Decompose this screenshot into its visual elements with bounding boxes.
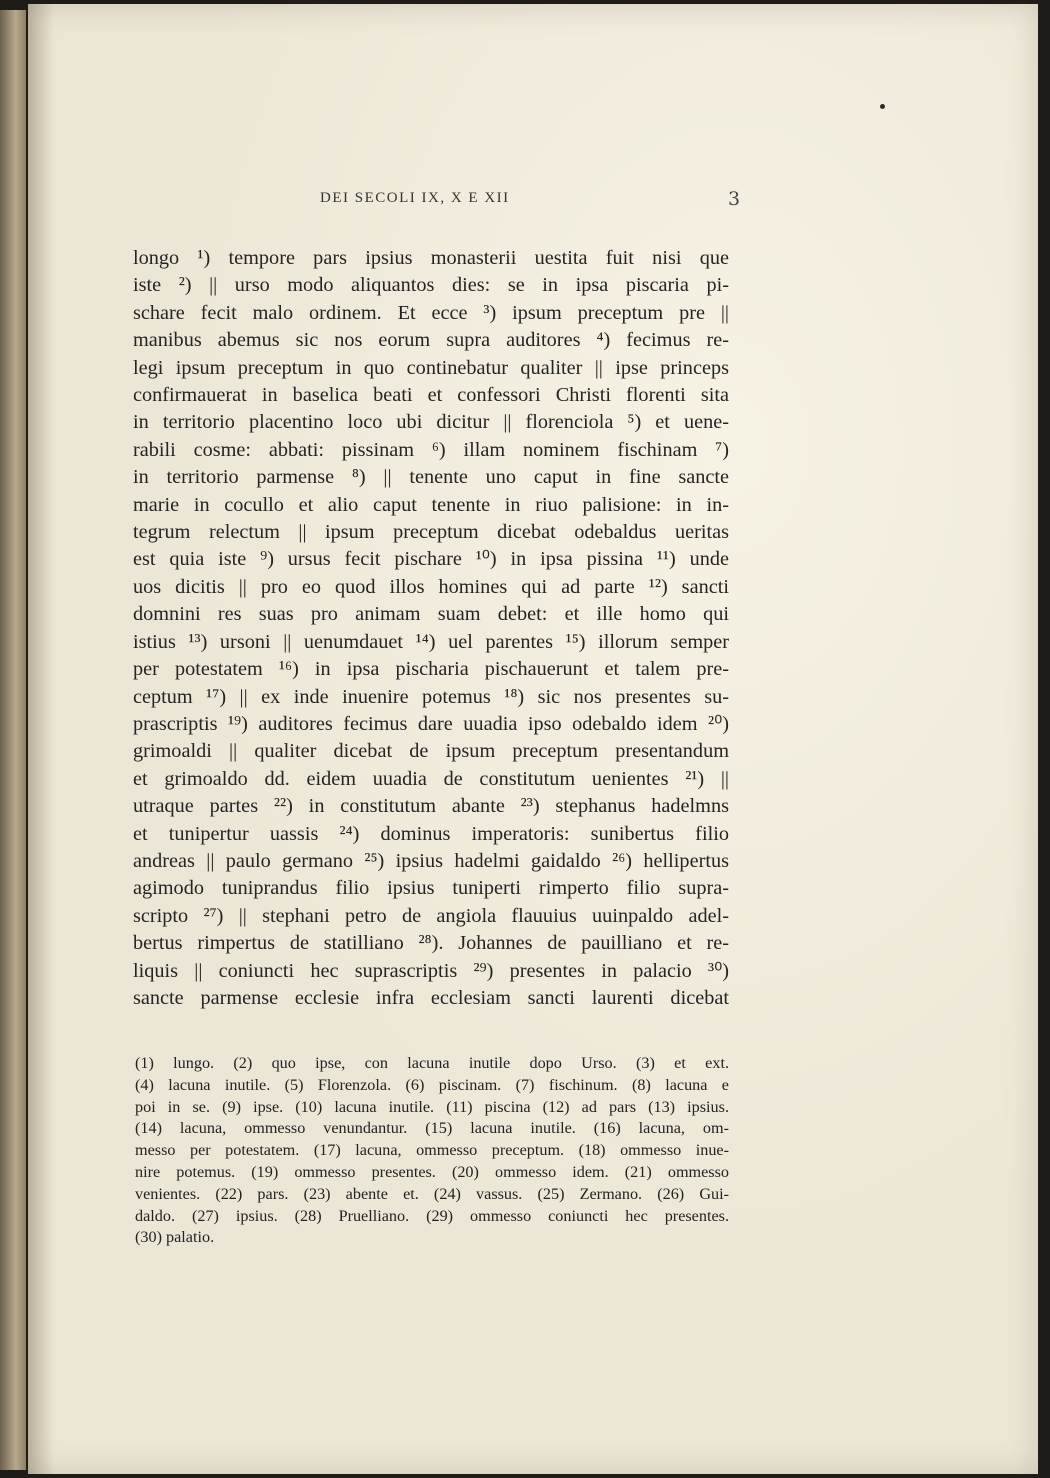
- text-line: ceptum ¹⁷) || ex inde inuenire potemus ¹⁸) sic nos presentes su-: [133, 685, 729, 708]
- text-line: uos dicitis || pro eo quod illos homines qui ad parte ¹²) sancti: [133, 575, 729, 598]
- main-text: [133, 245, 729, 1012]
- text-line: per potestatem ¹⁶) in ipsa pischaria pischauerunt et talem pre-: [133, 658, 729, 681]
- speck: [880, 104, 885, 109]
- text-line: marie in cocullo et alio caput tenente in riuo palisione: in in-: [133, 493, 729, 516]
- text-line: prascriptis ¹⁹) auditores fecimus dare uuadia ipso odebaldo idem ²⁰): [133, 712, 729, 735]
- footnote-line: (4) lacuna inutile. (5) Florenzola. (6) piscinam. (7) fischinum. (8) lacuna e: [135, 1075, 729, 1094]
- page-number: 3: [728, 188, 741, 210]
- footnote-line: (1) lungo. (2) quo ipse, con lacuna inutile dopo Urso. (3) et ext.: [135, 1054, 729, 1072]
- text-line: est quia iste ⁹) ursus fecit pischare ¹⁰) in ipsa pissina ¹¹) unde: [133, 548, 729, 571]
- text-line: istius ¹³) ursoni || uenumdauet ¹⁴) uel parentes ¹⁵) illorum semper: [133, 630, 729, 653]
- text-line: sancte parmense ecclesie infra ecclesiam sancti laurenti dicebat: [133, 986, 729, 1009]
- previous-page-edge: [0, 10, 26, 1470]
- text-line: schare fecit malo ordinem. Et ecce ³) ipsum preceptum pre ||: [133, 301, 729, 324]
- text-line: et tunipertur uassis ²⁴) dominus imperatoris: sunibertus filio: [133, 822, 729, 845]
- text-line: liquis || coniuncti hec suprascriptis ²⁹) presentes in palacio ³⁰): [133, 959, 729, 982]
- text-line: confirmauerat in baselica beati et confessori Christi florenti sita: [133, 384, 729, 407]
- running-header: DEI SECOLI IX, X E XII: [320, 190, 510, 206]
- footnote-line: messo per potestatem. (17) lacuna, ommesso preceptum. (18) ommesso inue-: [135, 1141, 729, 1160]
- text-line: domnini res suas pro animam suam debet: et ille homo qui: [133, 603, 729, 626]
- footnote-line: daldo. (27) ipsius. (28) Pruelliano. (29) ommesso coniuncti hec presentes.: [135, 1206, 729, 1225]
- text-line: in territorio parmense ⁸) || tenente uno caput in fine sancte: [133, 466, 729, 489]
- footnote-line: (30) palatio.: [135, 1228, 215, 1247]
- footnote-line: (14) lacuna, ommesso venundantur. (15) lacuna inutile. (16) lacuna, om-: [135, 1119, 729, 1138]
- text-line: bertus rimpertus de statilliano ²⁸). Johannes de pauilliano et re-: [133, 932, 729, 955]
- text-line: iste ²) || urso modo aliquantos dies: se in ipsa piscaria pi-: [133, 274, 729, 297]
- text-line: rabili cosme: abbati: pissinam ⁶) illam nominem fischinam ⁷): [133, 438, 729, 461]
- footnotes: [135, 1053, 729, 1249]
- text-line: legi ipsum preceptum in quo continebatur qualiter || ipse princeps: [133, 356, 729, 379]
- text-line: manibus abemus sic nos eorum supra auditores ⁴) fecimus re-: [133, 329, 729, 352]
- text-line: utraque partes ²²) in constitutum abante ²³) stephanus hadelmns: [133, 795, 729, 818]
- text-line: tegrum relectum || ipsum preceptum dicebat odebaldus ueritas: [133, 521, 729, 544]
- text-line: grimoaldi || qualiter dicebat de ipsum preceptum presentandum: [133, 740, 729, 763]
- text-line: scripto ²⁷) || stephani petro de angiola flauuius uuinpaldo adel-: [133, 904, 729, 927]
- text-line: in territorio placentino loco ubi dicitur || florenciola ⁵) et uene-: [133, 411, 729, 434]
- text-line: agimodo tuniprandus filio ipsius tuniperti rimperto filio supra-: [133, 877, 729, 900]
- footnote-line: venientes. (22) pars. (23) abente et. (24) vassus. (25) Zermano. (26) Gui-: [135, 1184, 729, 1203]
- footnote-line: poi in se. (9) ipse. (10) lacuna inutile. (11) piscina (12) ad pars (13) ipsius.: [135, 1097, 729, 1116]
- text-line: andreas || paulo germano ²⁵) ipsius hadelmi gaidaldo ²⁶) hellipertus: [133, 849, 729, 872]
- text-line: longo ¹) tempore pars ipsius monasterii uestita fuit nisi que: [133, 247, 729, 269]
- text-line: et grimoaldo dd. eidem uuadia de constitutum uenientes ²¹) ||: [133, 767, 729, 790]
- footnote-line: nire potemus. (19) ommesso presentes. (20) ommesso idem. (21) ommesso: [135, 1162, 729, 1181]
